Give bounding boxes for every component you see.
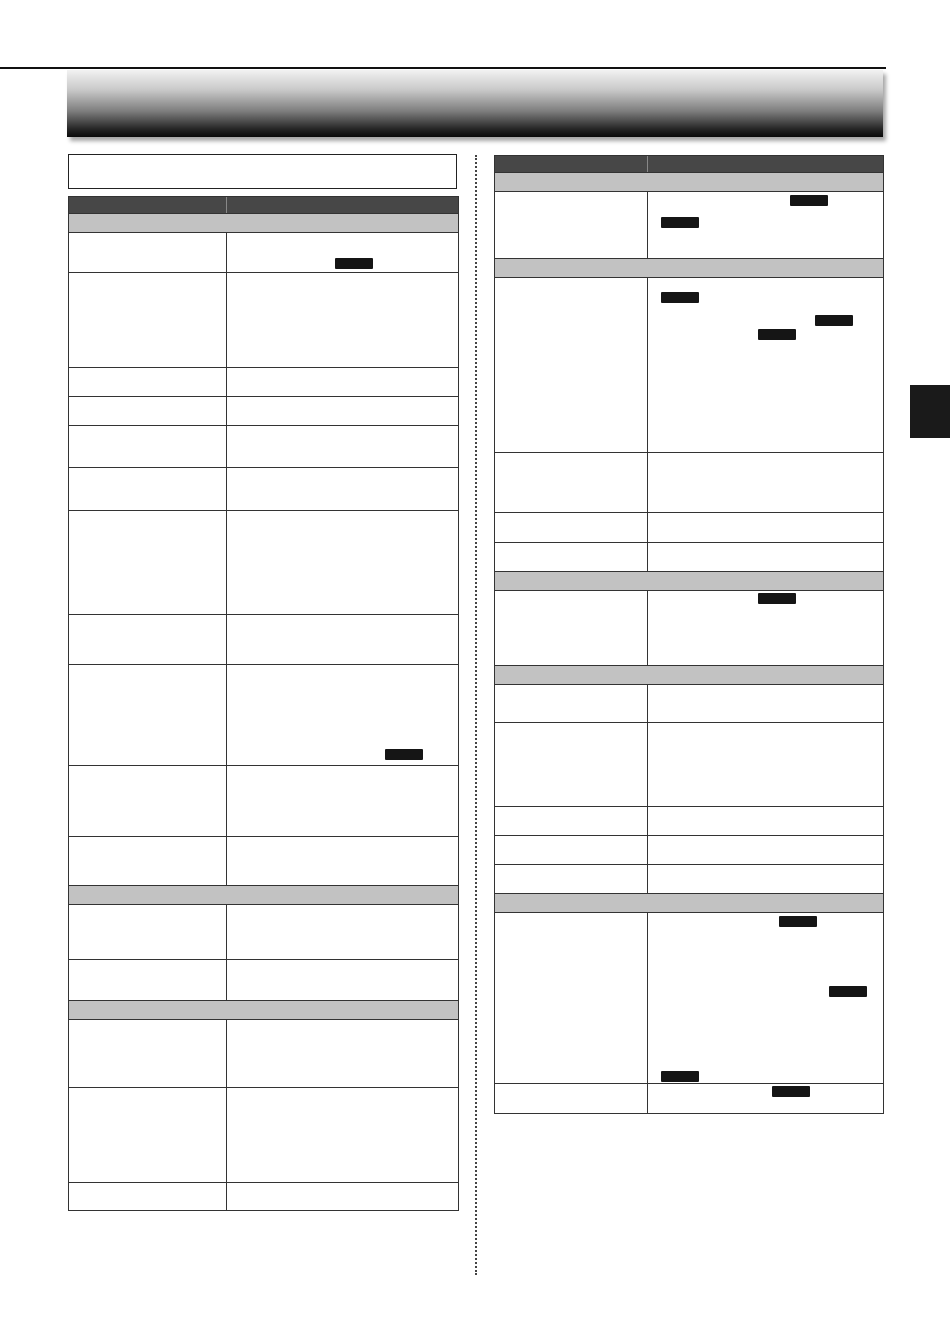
description-cell xyxy=(648,192,883,258)
table-row xyxy=(495,836,883,865)
description-cell xyxy=(648,807,883,835)
description-cell xyxy=(227,397,458,425)
table-row xyxy=(69,468,458,511)
description-cell xyxy=(227,233,458,272)
table-header xyxy=(69,197,458,214)
page-header-band xyxy=(67,70,883,137)
item-cell xyxy=(69,615,227,664)
table-row xyxy=(69,511,458,615)
section-header xyxy=(495,173,883,192)
top-rule xyxy=(0,67,886,69)
button-badge xyxy=(661,217,699,228)
description-cell xyxy=(227,1183,458,1210)
description-cell xyxy=(648,723,883,806)
button-badge xyxy=(772,1086,810,1097)
button-badge xyxy=(758,329,796,340)
description-cell xyxy=(227,426,458,467)
item-cell xyxy=(495,543,648,571)
table-row xyxy=(69,837,458,886)
table-row xyxy=(495,591,883,666)
note-box xyxy=(68,154,457,189)
description-cell xyxy=(648,513,883,542)
table-row xyxy=(69,1183,458,1210)
table-row xyxy=(69,960,458,1001)
section-header xyxy=(69,214,458,233)
description-cell xyxy=(227,368,458,396)
description-cell xyxy=(227,1020,458,1087)
table-row xyxy=(495,192,883,259)
item-cell xyxy=(495,453,648,512)
table-row xyxy=(69,233,458,273)
item-cell xyxy=(69,905,227,959)
item-cell xyxy=(69,665,227,765)
table-row xyxy=(69,397,458,426)
description-cell xyxy=(227,511,458,614)
description-cell xyxy=(227,273,458,367)
table-row xyxy=(69,368,458,397)
table-row xyxy=(69,1020,458,1088)
table-row xyxy=(495,513,883,543)
item-cell xyxy=(69,1183,227,1210)
button-badge xyxy=(779,916,817,927)
item-cell xyxy=(69,426,227,467)
button-badge xyxy=(661,1071,699,1082)
item-cell xyxy=(69,511,227,614)
item-cell xyxy=(69,368,227,396)
table-header xyxy=(495,156,883,173)
button-badge xyxy=(790,195,828,206)
item-cell xyxy=(69,766,227,836)
table-row xyxy=(495,453,883,513)
header-cell xyxy=(227,197,458,213)
table-row xyxy=(69,1088,458,1183)
item-cell xyxy=(69,1020,227,1087)
item-cell xyxy=(69,1088,227,1182)
header-cell xyxy=(69,197,227,213)
item-cell xyxy=(495,1084,648,1113)
description-cell xyxy=(648,278,883,452)
table-row xyxy=(69,426,458,468)
description-cell xyxy=(227,665,458,765)
description-cell xyxy=(648,543,883,571)
table-row xyxy=(495,723,883,807)
section-header xyxy=(495,259,883,278)
item-cell xyxy=(69,397,227,425)
section-header xyxy=(495,894,883,913)
section-header xyxy=(495,666,883,685)
button-badge xyxy=(815,315,853,326)
item-cell xyxy=(69,837,227,885)
item-cell xyxy=(69,273,227,367)
button-badge xyxy=(829,986,867,997)
table-row xyxy=(69,665,458,766)
description-cell xyxy=(227,468,458,510)
item-cell xyxy=(495,807,648,835)
item-cell xyxy=(495,192,648,258)
settings-table-left xyxy=(68,196,459,1211)
button-badge xyxy=(335,258,373,269)
description-cell xyxy=(648,865,883,893)
section-header xyxy=(69,1001,458,1020)
table-row xyxy=(495,543,883,572)
description-cell xyxy=(227,960,458,1000)
item-cell xyxy=(495,513,648,542)
item-cell xyxy=(495,685,648,722)
item-cell xyxy=(69,233,227,272)
section-header xyxy=(495,572,883,591)
table-row xyxy=(495,278,883,453)
description-cell xyxy=(648,685,883,722)
button-badge xyxy=(758,593,796,604)
description-cell xyxy=(227,615,458,664)
table-row xyxy=(495,913,883,1084)
description-cell xyxy=(648,591,883,665)
description-cell xyxy=(227,905,458,959)
item-cell xyxy=(69,468,227,510)
table-row xyxy=(69,273,458,368)
header-cell xyxy=(648,156,883,172)
header-cell xyxy=(495,156,648,172)
table-row xyxy=(495,807,883,836)
item-cell xyxy=(495,591,648,665)
settings-table-right xyxy=(494,155,884,1114)
column-divider xyxy=(475,155,477,1275)
description-cell xyxy=(648,913,883,1083)
button-badge xyxy=(661,292,699,303)
description-cell xyxy=(648,1084,883,1113)
item-cell xyxy=(495,913,648,1083)
description-cell xyxy=(227,1088,458,1182)
table-row xyxy=(495,1084,883,1113)
table-row xyxy=(495,865,883,894)
table-row xyxy=(69,766,458,837)
description-cell xyxy=(648,836,883,864)
table-row xyxy=(69,615,458,665)
table-row xyxy=(495,685,883,723)
button-badge xyxy=(385,749,423,760)
chapter-tab xyxy=(910,385,950,438)
section-header xyxy=(69,886,458,905)
item-cell xyxy=(69,960,227,1000)
description-cell xyxy=(648,453,883,512)
item-cell xyxy=(495,836,648,864)
item-cell xyxy=(495,865,648,893)
description-cell xyxy=(227,837,458,885)
table-row xyxy=(69,905,458,960)
item-cell xyxy=(495,278,648,452)
description-cell xyxy=(227,766,458,836)
item-cell xyxy=(495,723,648,806)
